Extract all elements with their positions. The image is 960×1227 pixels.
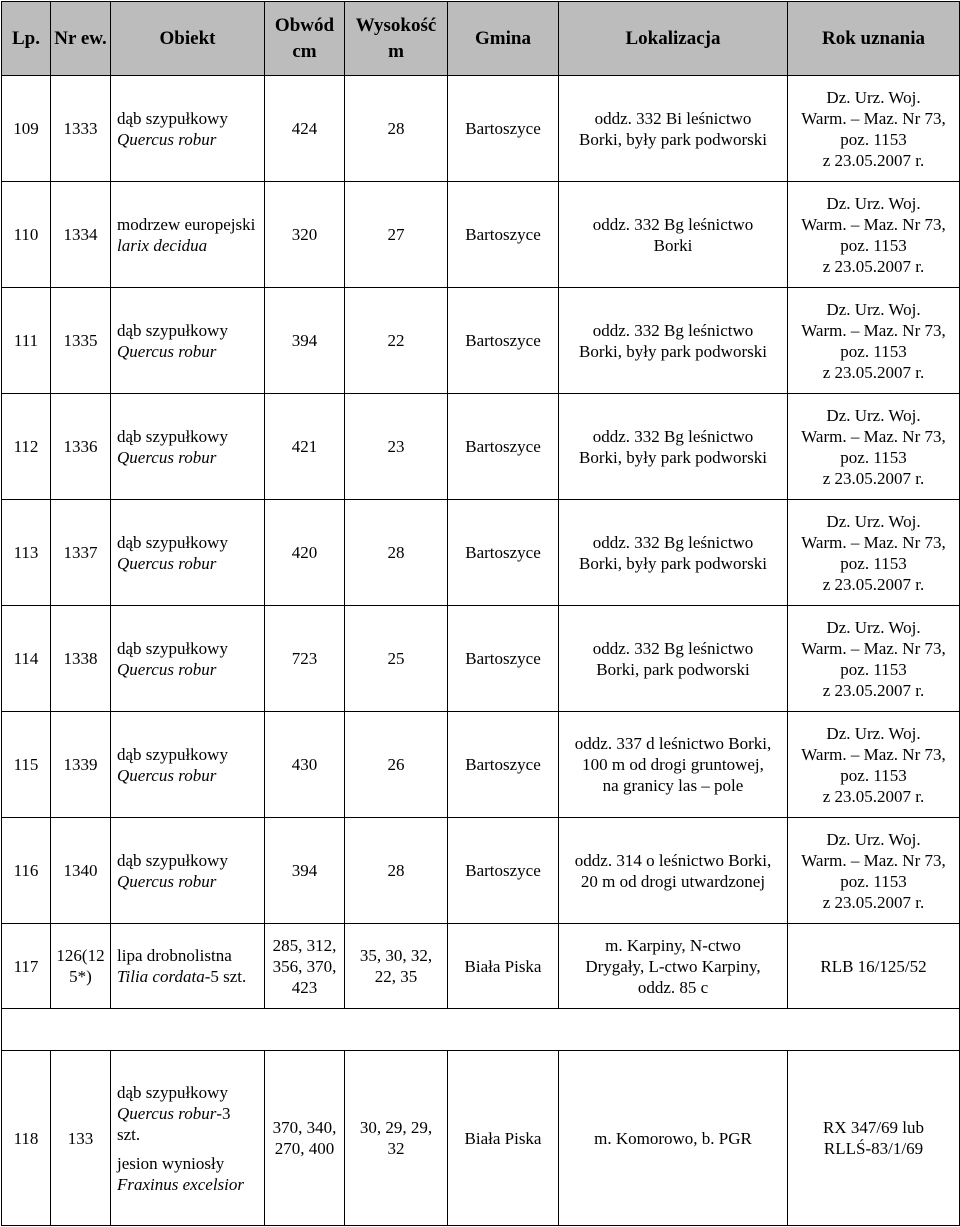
species-latin: larix decidua [117,235,208,255]
rok-line: z 23.05.2007 r. [822,574,925,594]
cell-obwod: 394 [265,288,345,394]
header-obiekt: Obiekt [111,2,265,76]
rok-line: z 23.05.2007 r. [822,256,925,276]
cell-lokalizacja [559,288,788,394]
cell-obwod: 394 [265,818,345,924]
rok-line: Dz. Urz. Woj. [826,405,921,425]
cell-lokalizacja [559,394,788,500]
wys-line: 30, 29, 29, [359,1118,433,1137]
cell-obiekt [111,1051,265,1226]
cell-obiekt [111,818,265,924]
rok-line: poz. 1153 [840,447,907,467]
cell-obiekt [111,288,265,394]
rok-line: poz. 1153 [840,341,907,361]
cell-gmina: Bartoszyce [448,818,559,924]
lok-line: Borki, park podworski [596,659,750,679]
species-name: lipa drobnolistna [117,946,232,965]
species-name: modrzew europejski [117,214,256,234]
cell-obwod: 421 [265,394,345,500]
rok-line: Warm. – Maz. Nr 73, [801,532,946,552]
cell-gmina: Biała Piska [448,924,559,1009]
table-row [2,500,960,606]
species-latin-line [117,966,261,987]
table-row [2,1051,960,1226]
cell-lokalizacja [559,924,788,1009]
lok-line: oddz. 332 Bg leśnictwo [592,638,754,658]
lok-line: oddz. 332 Bg leśnictwo [592,532,754,552]
cell-rok [788,606,960,712]
cell-lp: 117 [2,924,51,1009]
cell-obiekt [111,76,265,182]
species-latin: Quercus robur [117,341,217,361]
cell-lp: 114 [2,606,51,712]
header-wysokosc [345,2,448,76]
cell-wysokosc [345,924,448,1009]
species-name: dąb szypułkowy [117,638,228,658]
cell-lokalizacja [559,712,788,818]
species-latin-line [117,1103,261,1124]
cell-wysokosc: 25 [345,606,448,712]
rok-line: Warm. – Maz. Nr 73, [801,850,946,870]
cell-obiekt [111,182,265,288]
rok-line: Dz. Urz. Woj. [826,511,921,531]
cell-lp: 109 [2,76,51,182]
cell-gmina: Bartoszyce [448,288,559,394]
lok-line: oddz. 332 Bg leśnictwo [592,426,754,446]
cell-obwod [265,1051,345,1226]
cell-lokalizacja [559,500,788,606]
rok-line: Dz. Urz. Woj. [826,617,921,637]
rok-line: poz. 1153 [840,659,907,679]
lok-line: Borki [653,235,693,255]
cell-obwod: 430 [265,712,345,818]
species-latin: Quercus robur [117,659,217,679]
rok-line: Warm. – Maz. Nr 73, [801,638,946,658]
cell-gmina: Bartoszyce [448,394,559,500]
wys-line: 35, 30, 32, [359,946,433,965]
rok-line: Warm. – Maz. Nr 73, [801,744,946,764]
cell-gmina: Bartoszyce [448,76,559,182]
lok-line: oddz. 314 o leśnictwo Borki, [574,850,772,870]
obwod-line: 423 [291,977,318,997]
cell-lp: 112 [2,394,51,500]
cell-obwod: 424 [265,76,345,182]
cell-nr: 1335 [51,288,111,394]
table-row [2,182,960,288]
cell-rok [788,182,960,288]
species-count-unit: szt. [117,1124,141,1144]
lok-line: Borki, były park podworski [579,129,767,149]
header-obwod [265,2,345,76]
lok-line: oddz. 332 Bi leśnictwo [594,108,752,128]
species-latin: Quercus robur [117,1103,217,1123]
blank-row [2,1009,960,1051]
lok-line: oddz. 332 Bg leśnictwo [592,214,754,234]
rok-line: z 23.05.2007 r. [822,680,925,700]
lok-line: na granicy las – pole [602,776,744,795]
species-latin: Quercus robur [117,871,217,891]
cell-wysokosc [345,1051,448,1226]
species-latin: Quercus robur [117,447,217,467]
species-latin: Quercus robur [117,129,217,149]
header-obwod-unit: cm [292,40,317,62]
rok-line: poz. 1153 [840,235,907,255]
rok-line: RLLŚ-83/1/69 [823,1139,924,1158]
rok-line: z 23.05.2007 r. [822,892,925,912]
cell-nr: 1334 [51,182,111,288]
species-name: dąb szypułkowy [117,532,228,552]
cell-gmina: Bartoszyce [448,182,559,288]
header-nr-ew: Nr ew. [51,2,111,76]
header-obwod-label: Obwód [274,14,335,36]
lok-line: oddz. 332 Bg leśnictwo [592,320,754,340]
header-gmina: Gmina [448,2,559,76]
obwod-line: 270, 400 [274,1139,335,1158]
cell-lp: 110 [2,182,51,288]
cell-nr [51,924,111,1009]
rok-line: poz. 1153 [840,129,907,149]
rok-line: z 23.05.2007 r. [822,468,925,488]
cell-wysokosc: 22 [345,288,448,394]
cell-obwod: 723 [265,606,345,712]
cell-gmina: Biała Piska [448,1051,559,1226]
header-lp: Lp. [2,2,51,76]
cell-nr: 1337 [51,500,111,606]
rok-line: poz. 1153 [840,553,907,573]
cell-lokalizacja [559,606,788,712]
cell-rok [788,500,960,606]
species-latin: Quercus robur [117,765,217,785]
species-name: dąb szypułkowy [117,744,228,764]
cell-wysokosc: 26 [345,712,448,818]
cell-rok [788,1051,960,1226]
rok-line: Dz. Urz. Woj. [826,193,921,213]
header-wysokosc-unit: m [388,40,404,62]
species-name: dąb szypułkowy [117,426,228,446]
species-latin: Fraxinus excelsior [117,1174,244,1194]
cell-obiekt [111,712,265,818]
monuments-table [1,1,960,1226]
cell-lokalizacja [559,182,788,288]
cell-rok [788,712,960,818]
rok-line: Dz. Urz. Woj. [826,87,921,107]
lok-line: oddz. 85 c [637,977,709,997]
cell-gmina: Bartoszyce [448,606,559,712]
cell-wysokosc: 28 [345,818,448,924]
rok-line: poz. 1153 [840,871,907,891]
cell-wysokosc: 23 [345,394,448,500]
table-row [2,818,960,924]
species-name: dąb szypułkowy [117,850,228,870]
species-name: dąb szypułkowy [117,320,228,340]
lok-line: oddz. 337 d leśnictwo Borki, [574,734,772,753]
lok-line: 100 m od drogi gruntowej, [582,755,764,774]
table-row [2,394,960,500]
cell-lp: 113 [2,500,51,606]
cell-lp: 115 [2,712,51,818]
cell-nr: 1340 [51,818,111,924]
cell-obiekt [111,394,265,500]
cell-lokalizacja [559,76,788,182]
species-name: dąb szypułkowy [117,1082,228,1102]
rok-line: Warm. – Maz. Nr 73, [801,320,946,340]
cell-nr: 1336 [51,394,111,500]
cell-obiekt [111,924,265,1009]
species-latin: Quercus robur [117,553,217,573]
rok-line: Warm. – Maz. Nr 73, [801,426,946,446]
cell-obiekt [111,606,265,712]
lok-line: Borki, były park podworski [579,553,767,573]
obwod-line: 370, 340, [272,1118,337,1137]
cell-nr: 133 [51,1051,111,1226]
obwod-line: 285, 312, [272,935,337,955]
rok-line: RX 347/69 lub [822,1118,925,1137]
lok-line: Borki, były park podworski [579,447,767,467]
cell-rok [788,76,960,182]
lok-line: Borki, były park podworski [579,341,767,361]
lok-line: 20 m od drogi utwardzonej [580,871,766,891]
species-latin: Tilia cordata [117,967,205,986]
cell-rok [788,394,960,500]
cell-wysokosc: 27 [345,182,448,288]
rok-line: Warm. – Maz. Nr 73, [801,214,946,234]
rok-line: Dz. Urz. Woj. [826,829,921,849]
species-count: -3 [216,1103,231,1123]
rok-line: Dz. Urz. Woj. [826,723,921,743]
nr-line: 126(12 [56,946,105,965]
header-lokalizacja: Lokalizacja [559,2,788,76]
lok-line: Drygały, L-ctwo Karpiny, [585,956,761,976]
table-row [2,76,960,182]
cell-nr: 1339 [51,712,111,818]
cell-wysokosc: 28 [345,500,448,606]
cell-lokalizacja: m. Komorowo, b. PGR [559,1051,788,1226]
cell-lokalizacja [559,818,788,924]
species-count: -5 szt. [204,967,247,986]
cell-obwod [265,924,345,1009]
lok-line: m. Karpiny, N-ctwo [605,935,741,955]
table-row [2,288,960,394]
header-rok-uznania: Rok uznania [788,2,960,76]
nr-line: 5*) [69,967,92,986]
rok-line: z 23.05.2007 r. [822,150,925,170]
cell-lp: 116 [2,818,51,924]
header-wysokosc-label: Wysokość [355,14,437,36]
table-row [2,924,960,1009]
cell-nr: 1333 [51,76,111,182]
rok-line: poz. 1153 [840,765,907,785]
cell-nr: 1338 [51,606,111,712]
rok-line: z 23.05.2007 r. [822,362,925,382]
cell-obiekt [111,500,265,606]
cell-gmina: Bartoszyce [448,712,559,818]
wys-line: 22, 35 [374,967,418,986]
header-row [2,2,960,76]
wys-line: 32 [387,1139,405,1158]
species-name: dąb szypułkowy [117,108,228,128]
rok-line: z 23.05.2007 r. [822,786,925,806]
cell-gmina: Bartoszyce [448,500,559,606]
cell-rok [788,288,960,394]
cell-lp: 111 [2,288,51,394]
cell-wysokosc: 28 [345,76,448,182]
cell-obwod: 320 [265,182,345,288]
species-name: jesion wyniosły [117,1153,225,1173]
rok-line: Warm. – Maz. Nr 73, [801,108,946,128]
cell-rok [788,818,960,924]
blank-cell [2,1009,960,1051]
cell-lp: 118 [2,1051,51,1226]
table-row [2,606,960,712]
rok-line: Dz. Urz. Woj. [826,299,921,319]
cell-rok: RLB 16/125/52 [788,924,960,1009]
obwod-line: 356, 370, [272,956,337,976]
cell-obwod: 420 [265,500,345,606]
table-row [2,712,960,818]
